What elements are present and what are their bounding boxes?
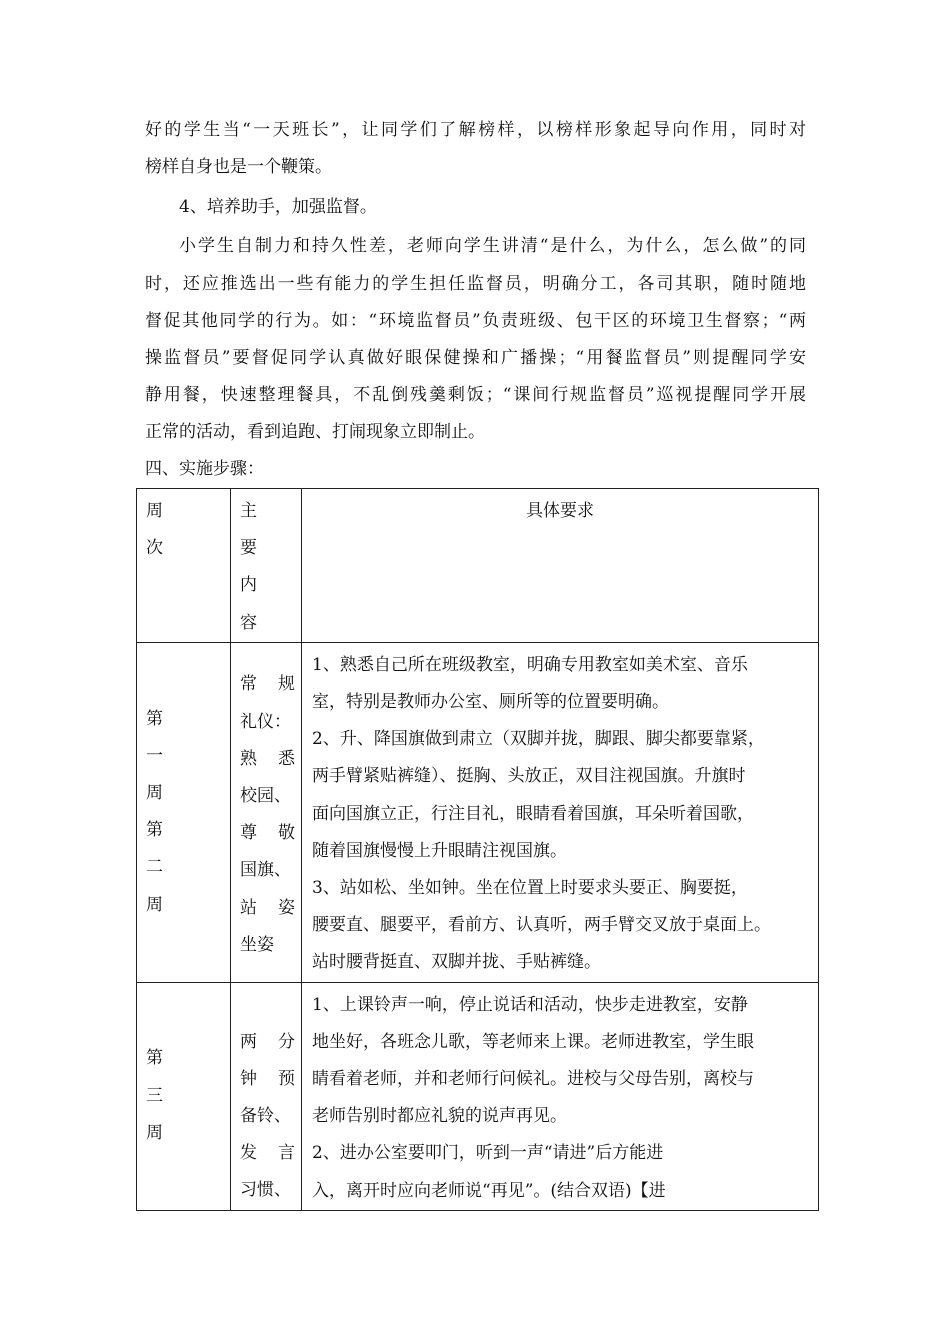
header-text: 具体要求 [526,501,594,521]
requirement-line: 入，离开时应向老师说“再见”。(结合双语)【进 [312,1180,666,1201]
requirements-cell [302,982,819,1210]
requirement-line: 腰要直、腿要平，看前方、认真听，两手臂交叉放于桌面上。 [312,915,771,936]
content-line: 钟 预 [240,1068,295,1089]
header-content-cell [231,489,302,643]
paragraph-line: 榜样自身也是一个鞭策。 [145,157,332,177]
paragraph-line [179,233,806,259]
content-line: 习惯、 [240,1180,291,1201]
section-heading: 四、实施步骤： [145,459,264,479]
paragraph-line [145,382,806,408]
content-line: 熟 悉 [240,748,295,769]
content-line: 常 规 [240,674,295,695]
text-line: 时，还应推选出一些有能力的学生担任监督员，明确分工，各司其职，随时随地 [145,274,806,294]
requirement-line: 室，特别是教师办公室、厕所等的位置要明确。 [312,692,669,713]
requirement-line: 3、站如松、坐如钟。坐在位置上时要求头要正、胸要挺， [312,878,748,899]
text-line: 好的学生当“一天班长”，让同学们了解榜样，以榜样形象起导向作用，同时对 [145,120,806,140]
text-line: 督促其他同学的行为。如：“环境监督员”负责班级、包干区的环境卫生督察；“两 [145,311,806,331]
requirements-cell [302,642,819,982]
requirement-line: 1、上课铃声一响，停止说话和活动，快步走进教室，安静 [312,994,748,1015]
content-lines [240,1024,295,1210]
requirement-line: 面向国旗立正，行注目礼，眼睛看着国旗，耳朵听着国歌， [312,803,754,824]
paragraph-line [145,117,806,143]
content-line: 礼仪： [240,711,291,732]
week-char: 第 [146,1048,163,1069]
content-cell [231,982,302,1210]
requirement-line: 睛看着老师，并和老师行问候礼。进校与父母告别，离校与 [312,1069,754,1090]
content-line: 发 言 [240,1143,295,1164]
requirement-line: 2、升、降国旗做到肃立（双脚并拢，脚跟、脚尖都要靠紧， [312,729,765,750]
table-header-row [137,489,819,643]
text-line: 静用餐，快速整理餐具，不乱倒残羹剩饭；“课间行规监督员”巡视提醒同学开展 [145,385,806,405]
week-char: 周 [146,1122,163,1143]
week-cell [137,642,231,982]
requirement-line: 随着国旗慢慢上升眼睛注视国旗。 [312,840,567,861]
header-char: 次 [146,538,163,559]
content-lines [240,660,295,964]
week-char: 一 [146,745,163,766]
paragraph-line [145,308,806,334]
text-line: 操监督员”要督促同学认真做好眼保健操和广播操；“用餐监督员”则提醒同学安 [145,348,806,368]
table-row [137,642,819,982]
content-line: 站 姿 [240,897,295,918]
week-char: 周 [146,783,163,804]
content-line: 两 分 [240,1031,295,1052]
content-line: 尊 敬 [240,823,295,844]
content-line: 校园、 [240,786,291,807]
requirement-line: 老师告别时都应礼貌的说声再见。 [312,1106,567,1127]
week-char: 二 [146,857,163,878]
requirement-line: 地坐好，各班念儿歌，等老师来上课。老师进教室，学生眼 [312,1031,754,1052]
requirement-line: 1、熟悉自己所在班级教室，明确专用教室如美术室、音乐 [312,654,748,675]
header-week-cell [137,489,231,643]
week-char: 第 [146,820,163,841]
content-line: 坐姿 [240,934,274,955]
header-char: 周 [146,501,163,521]
content-line: 备铃、 [240,1106,291,1127]
paragraph-line [145,271,806,297]
requirement-line: 站时腰背挺直、双脚并拢、手贴裤缝。 [312,952,601,973]
header-char: 容 [240,612,257,633]
header-char: 内 [240,575,257,596]
requirement-line: 2、进办公室要叩门，听到一声“请进”后方能进 [312,1143,664,1164]
week-char: 周 [146,894,163,915]
content-cell [231,642,302,982]
week-char: 三 [146,1085,163,1106]
text-line: 小学生自制力和持久性差，老师向学生讲清“是什么，为什么，怎么做”的同 [179,236,806,256]
implementation-table [136,488,819,1211]
week-char: 第 [146,708,163,729]
header-requirements-cell [302,489,819,643]
header-char: 要 [240,538,257,559]
subheading: 4、培养助手，加强监督。 [179,197,377,217]
table-row [137,982,819,1210]
paragraph-line [145,345,806,371]
paragraph-line: 正常的活动，看到追跑、打闹现象立即制止。 [145,422,485,442]
requirement-line: 两手臂紧贴裤缝）、挺胸、头放正，双目注视国旗。升旗时 [312,766,746,787]
week-cell [137,982,231,1210]
content-line: 国旗、 [240,860,291,881]
header-char: 主 [240,501,257,521]
